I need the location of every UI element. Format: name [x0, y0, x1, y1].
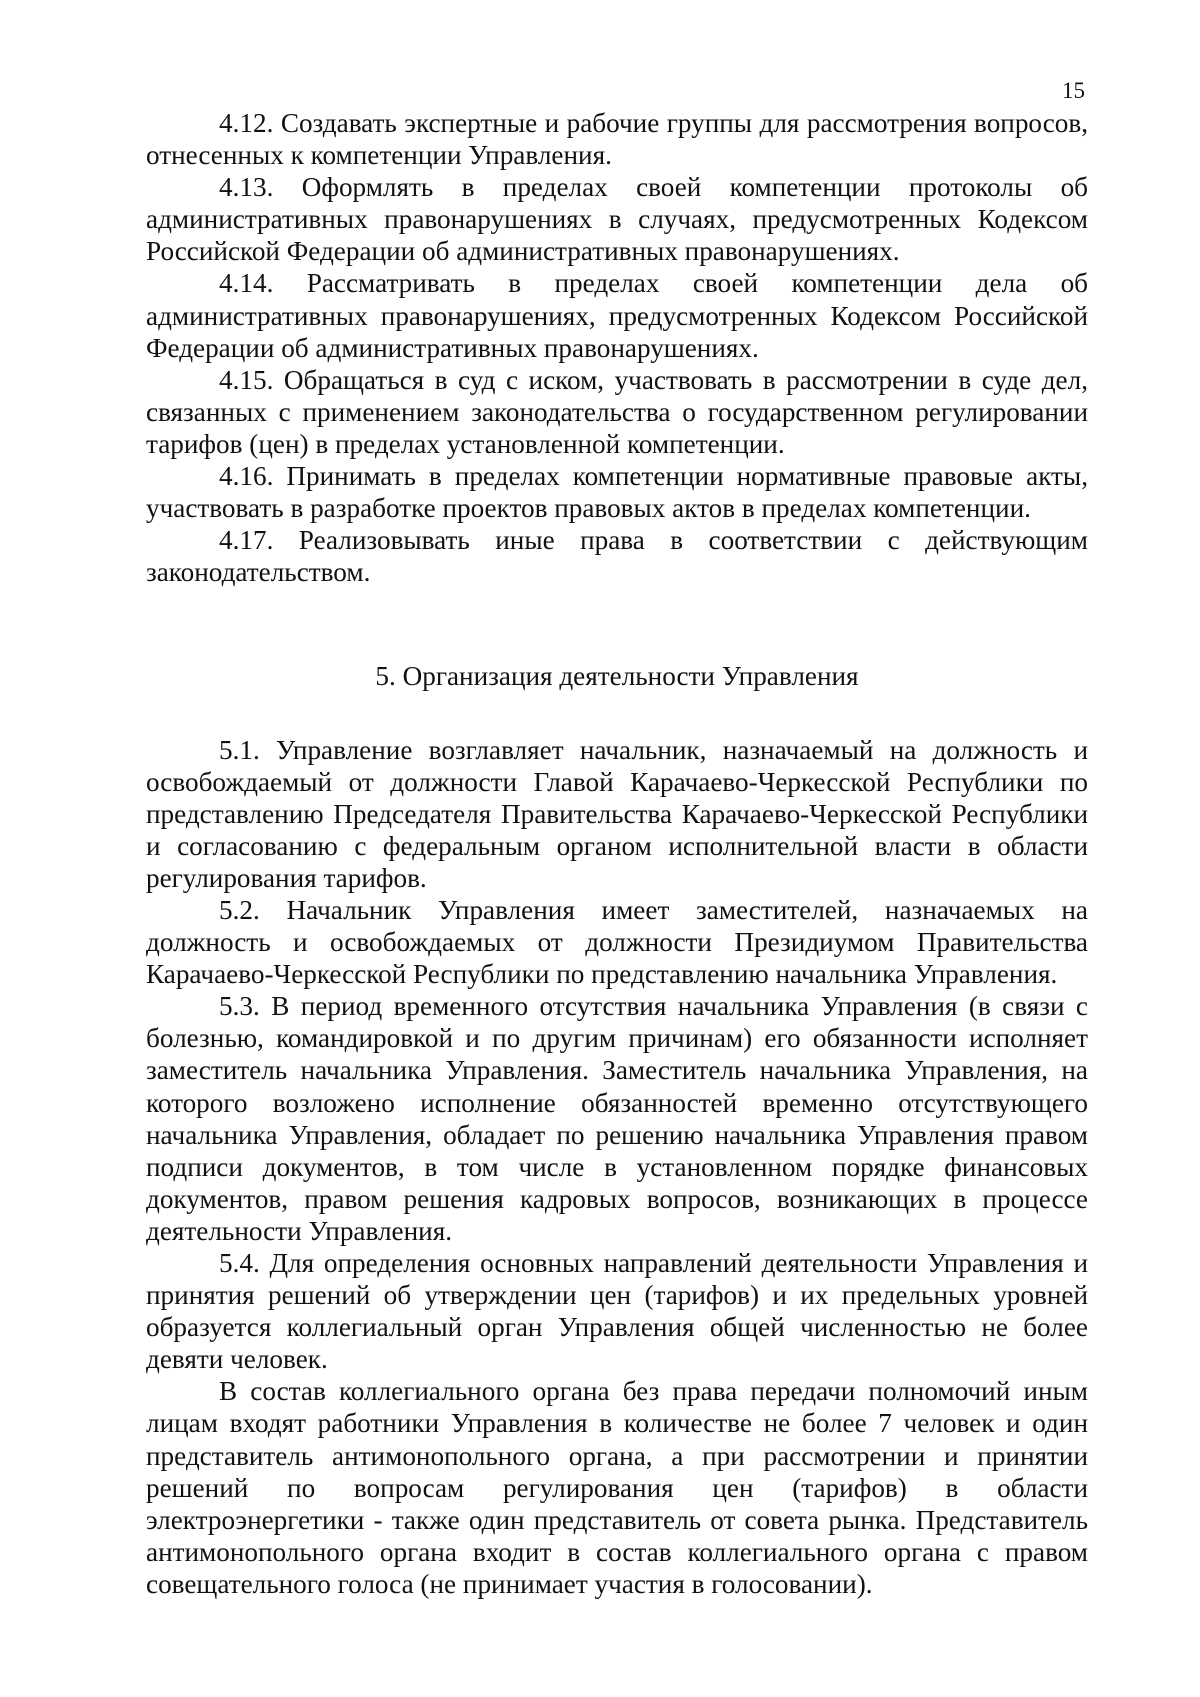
paragraph-4-17: 4.17. Реализовывать иные права в соответствии с действующим законодательством.: [146, 525, 1088, 588]
paragraph-4-15: 4.15. Обращаться в суд с иском, участвовать в рассмотрении в суде дел, связанных с применением законодательства о государственном регулировании тарифов (цен) в пределах установленной компетенции.: [146, 364, 1088, 459]
document-body: [146, 107, 1088, 1600]
paragraph-5-2: 5.2. Начальник Управления имеет заместителей, назначаемых на должность и освобождаемых от должности Президиумом Правительства Карачаево-Черкесской Республики по представлению начальника Управления.: [146, 894, 1088, 990]
paragraph-5-4: 5.4. Для определения основных направлений деятельности Управления и принятия решений об утверждении цен (тарифов) и их предельных уровней образуется коллегиальный орган Управления общей численностью не более девяти человек.: [146, 1248, 1088, 1375]
paragraph-4-14: 4.14. Рассматривать в пределах своей компетенции дела об административных правонарушениях, предусмотренных Кодексом Российской Федерации об административных правонарушениях.: [146, 268, 1088, 363]
paragraph-4-16: 4.16. Принимать в пределах компетенции нормативные правовые акты, участвовать в разработке проектов правовых актов в пределах компетенции.: [146, 461, 1088, 524]
paragraph-4-13: 4.13. Оформлять в пределах своей компетенции протоколы об административных правонарушениях в случаях, предусмотренных Кодексом Российской Федерации об административных правонарушениях.: [146, 172, 1088, 267]
paragraph-5-3: 5.3. В период временного отсутствия начальника Управления (в связи с болезнью, командировкой и по другим причинам) его обязанности исполняет заместитель начальника Управления. Заместитель начальника Управления, на которого возложено исполнение обязанностей временно отсутствующего начальника Управления, обладает по решению начальника Управления правом подписи документов, в том числе в установленном порядке финансовых документов, правом решения кадровых вопросов, возникающих в процессе деятельности Управления.: [146, 991, 1088, 1246]
section-heading: 5. Организация деятельности Управления: [375, 661, 859, 692]
paragraph-5-4-continued: В состав коллегиального органа без права передачи полномочий иным лицам входят работники Управления в количестве не более 7 человек и один представитель антимонопольного органа, а при рассмотрении и принятии решений по вопросам регулирования цен (тарифов) в области электроэнергетики - также один представитель от совета рынка. Представитель антимонопольного органа входит в состав коллегиального органа с правом совещательного голоса (не принимает участия в голосовании).: [146, 1376, 1088, 1599]
page-number: 15: [1062, 78, 1085, 103]
paragraph-5-1: 5.1. Управление возглавляет начальник, назначаемый на должность и освобождаемый от должности Главой Карачаево-Черкесской Республики по представлению Председателя Правительства Карачаево-Черкесской Республики и согласованию с федеральным органом исполнительной власти в области регулирования тарифов.: [146, 734, 1088, 893]
paragraph-4-12: 4.12. Создавать экспертные и рабочие группы для рассмотрения вопросов, отнесенных к компетенции Управления.: [146, 108, 1088, 171]
